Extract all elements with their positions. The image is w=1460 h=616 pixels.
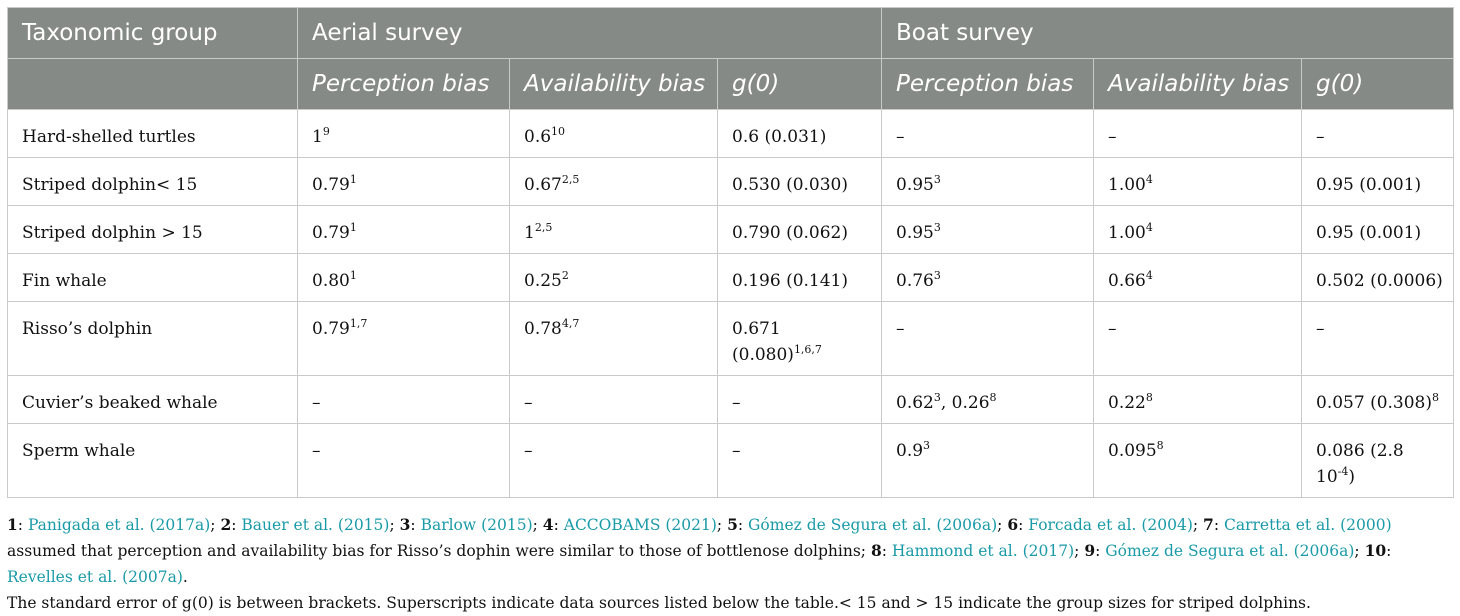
cell-boat-perception <box>882 424 1094 498</box>
cell-value: – <box>732 393 741 413</box>
cell-value: – <box>524 393 533 413</box>
cell-value: 0.66 <box>1108 271 1146 291</box>
text: ; <box>997 516 1008 534</box>
cell-value: 0.62 <box>896 393 934 413</box>
cell-value: – <box>1108 319 1117 339</box>
ref-link[interactable]: Gómez de Segura et al. (2006a) <box>748 516 998 534</box>
header-row-groups <box>8 8 1454 59</box>
cell-value: , 0.26 <box>940 393 990 413</box>
cell-group: Striped dolphin< 15 <box>8 158 298 206</box>
cell-value: 1 <box>312 127 323 147</box>
ref-colon: : <box>553 516 564 534</box>
superscript: 3 <box>933 221 941 234</box>
cell-aerial-perception <box>298 424 510 498</box>
superscript: 8 <box>989 391 997 404</box>
superscript: 10 <box>551 125 566 138</box>
text: ; <box>1354 542 1365 560</box>
header-boat-perception: Perception bias <box>882 59 1094 110</box>
ref-link[interactable]: Hammond et al. (2017) <box>891 542 1075 560</box>
header-boat-g0: g(0) <box>1302 59 1454 110</box>
cell-aerial-availability <box>510 110 718 158</box>
cell-value: 0.086 (2.8 <box>1316 441 1404 461</box>
ref-number: 4 <box>542 515 554 534</box>
cell-aerial-perception <box>298 110 510 158</box>
cell-aerial-availability <box>510 424 718 498</box>
superscript: 2,5 <box>534 221 553 234</box>
cell-boat-g0 <box>1302 158 1454 206</box>
cell-value: 0.671 <box>732 319 781 339</box>
superscript: 3 <box>923 439 931 452</box>
reference-list <box>7 512 1457 590</box>
cell-boat-g0 <box>1302 376 1454 424</box>
cell-value: 0.95 (0.001) <box>1316 223 1422 243</box>
ref-link[interactable]: Panigada et al. (2017a) <box>27 516 211 534</box>
cell-boat-availability <box>1094 110 1302 158</box>
ref-colon: : <box>231 516 242 534</box>
header-aerial-g0: g(0) <box>718 59 882 110</box>
superscript: 1,6,7 <box>793 343 822 356</box>
cell-aerial-perception <box>298 376 510 424</box>
superscript: 3 <box>933 391 941 404</box>
cell-aerial-g0 <box>718 110 882 158</box>
cell-aerial-perception <box>298 302 510 376</box>
cell-value: 0.76 <box>896 271 934 291</box>
ref-colon: : <box>1386 542 1392 560</box>
superscript: 4 <box>1145 221 1153 234</box>
cell-value: 0.80 <box>312 271 350 291</box>
header-aerial-perception: Perception bias <box>298 59 510 110</box>
text: ; <box>389 516 400 534</box>
ref-colon: : <box>1213 516 1224 534</box>
cell-boat-perception <box>882 206 1094 254</box>
cell-aerial-perception <box>298 206 510 254</box>
cell-boat-availability <box>1094 206 1302 254</box>
ref-link[interactable]: Forcada et al. (2004) <box>1028 516 1193 534</box>
text: ; <box>1192 516 1204 534</box>
header-aerial-availability: Availability bias <box>510 59 718 110</box>
ref-colon: : <box>881 542 892 560</box>
ref-link[interactable]: Gómez de Segura et al. (2006a) <box>1105 542 1355 560</box>
cell-aerial-availability <box>510 376 718 424</box>
cell-group: Hard-shelled turtles <box>8 110 298 158</box>
cell-value: 0.790 (0.062) <box>732 223 849 243</box>
table-row <box>8 424 1454 498</box>
cell-value: 10 <box>1316 467 1338 487</box>
cell-group: Risso’s dolphin <box>8 302 298 376</box>
cell-value: – <box>896 127 905 147</box>
cell-value: – <box>312 393 321 413</box>
ref-number: 7 <box>1203 515 1214 534</box>
cell-value: 0.502 (0.0006) <box>1316 271 1443 291</box>
cell-group: Fin whale <box>8 254 298 302</box>
table-container <box>7 7 1453 498</box>
cell-aerial-availability <box>510 206 718 254</box>
table-row <box>8 302 1454 376</box>
superscript: 1,7 <box>349 317 368 330</box>
cell-value: – <box>1108 127 1117 147</box>
ref-colon: : <box>410 516 421 534</box>
ref-number: 2 <box>220 515 232 534</box>
text: ; <box>1074 542 1085 560</box>
cell-value: 0.196 (0.141) <box>732 271 849 291</box>
cell-aerial-g0 <box>718 376 882 424</box>
ref-number: 5 <box>727 515 738 534</box>
cell-aerial-availability <box>510 158 718 206</box>
superscript: 8 <box>1432 391 1440 404</box>
cell-aerial-g0 <box>718 206 882 254</box>
superscript: 2 <box>561 269 569 282</box>
ref-colon: : <box>737 516 749 534</box>
cell-aerial-availability <box>510 302 718 376</box>
ref-link[interactable]: Revelles et al. (2007a) <box>7 568 183 586</box>
g0-table <box>7 7 1454 498</box>
ref-colon: : <box>1018 516 1029 534</box>
ref-link[interactable]: ACCOBAMS (2021) <box>563 516 717 534</box>
superscript: 9 <box>322 125 330 138</box>
table-row <box>8 254 1454 302</box>
cell-value: 0.95 <box>896 175 934 195</box>
ref-link[interactable]: Carretta et al. (2000) <box>1223 516 1392 534</box>
cell-boat-g0 <box>1302 302 1454 376</box>
cell-boat-perception <box>882 158 1094 206</box>
cell-boat-availability <box>1094 158 1302 206</box>
table-row <box>8 376 1454 424</box>
ref-number: 1 <box>7 515 18 534</box>
cell-aerial-g0 <box>718 302 882 376</box>
cell-value: 0.095 <box>1108 441 1157 461</box>
cell-value: 0.530 (0.030) <box>732 175 849 195</box>
cell-boat-availability <box>1094 254 1302 302</box>
cell-group: Cuvier’s beaked whale <box>8 376 298 424</box>
text: . <box>182 568 188 586</box>
cell-group: Striped dolphin > 15 <box>8 206 298 254</box>
cell-boat-perception <box>882 110 1094 158</box>
superscript: 1 <box>349 269 357 282</box>
superscript: 1 <box>349 173 357 186</box>
table-note: The standard error of g(0) is between brackets. Superscripts indicate data sources listed below the table.< 15 and > 15 indicate the group sizes for striped dolphins. <box>7 594 1311 612</box>
cell-value: 0.95 (0.001) <box>1316 175 1422 195</box>
cell-value: 1.00 <box>1108 175 1146 195</box>
ref-number: 10 <box>1364 541 1387 560</box>
cell-value: 0.95 <box>896 223 934 243</box>
cell-boat-availability <box>1094 424 1302 498</box>
cell-aerial-perception <box>298 158 510 206</box>
ref-number: 8 <box>870 541 882 560</box>
cell-aerial-perception <box>298 254 510 302</box>
cell-value: 0.6 <box>524 127 552 147</box>
header-empty <box>8 59 298 110</box>
text: ; <box>210 516 221 534</box>
ref-link[interactable]: Barlow (2015) <box>420 516 533 534</box>
cell-value: 0.78 <box>524 319 562 339</box>
cell-aerial-g0 <box>718 254 882 302</box>
cell-boat-availability <box>1094 376 1302 424</box>
cell-aerial-g0 <box>718 424 882 498</box>
cell-value: 0.22 <box>1108 393 1146 413</box>
ref-number: 9 <box>1084 541 1096 560</box>
cell-value: (0.080) <box>732 345 794 365</box>
cell-value: – <box>1316 319 1325 339</box>
superscript: 8 <box>1156 439 1164 452</box>
cell-group: Sperm whale <box>8 424 298 498</box>
header-taxonomic-group: Taxonomic group <box>8 8 298 59</box>
cell-value: 0.9 <box>896 441 924 461</box>
cell-boat-g0 <box>1302 206 1454 254</box>
cell-value: – <box>524 441 533 461</box>
superscript: 4 <box>1145 173 1153 186</box>
header-row-columns <box>8 59 1454 110</box>
header-aerial-survey: Aerial survey <box>298 8 882 59</box>
table-row <box>8 206 1454 254</box>
superscript: 4 <box>1145 269 1153 282</box>
table-row <box>8 158 1454 206</box>
ref-link[interactable]: Bauer et al. (2015) <box>241 516 390 534</box>
cell-value: 1.00 <box>1108 223 1146 243</box>
cell-aerial-availability <box>510 254 718 302</box>
cell-boat-availability <box>1094 302 1302 376</box>
cell-value: 0.67 <box>524 175 562 195</box>
superscript: 8 <box>1145 391 1153 404</box>
cell-value: – <box>896 319 905 339</box>
superscript: -4 <box>1337 465 1349 478</box>
text: ; <box>532 516 543 534</box>
cell-value: 0.25 <box>524 271 562 291</box>
header-boat-availability: Availability bias <box>1094 59 1302 110</box>
cell-value: 0.057 (0.308) <box>1316 393 1433 413</box>
text: ; <box>716 516 728 534</box>
header-boat-survey: Boat survey <box>882 8 1454 59</box>
superscript: 3 <box>933 173 941 186</box>
table-row <box>8 110 1454 158</box>
cell-aerial-g0 <box>718 158 882 206</box>
superscript: 1 <box>349 221 357 234</box>
text: assumed that perception and availability bias for Risso’s dophin were similar to those of bottlenose dolphins; <box>7 542 871 560</box>
superscript: 3 <box>933 269 941 282</box>
cell-value: – <box>732 441 741 461</box>
cell-boat-g0 <box>1302 424 1454 498</box>
ref-number: 3 <box>399 515 411 534</box>
cell-boat-g0 <box>1302 254 1454 302</box>
cell-value: – <box>1316 127 1325 147</box>
superscript: 4,7 <box>561 317 580 330</box>
ref-number: 6 <box>1007 515 1019 534</box>
cell-value: 0.79 <box>312 223 350 243</box>
table-footnotes <box>7 512 1457 616</box>
cell-value: 0.6 (0.031) <box>732 127 827 147</box>
cell-boat-g0 <box>1302 110 1454 158</box>
cell-boat-perception <box>882 302 1094 376</box>
cell-value: 0.79 <box>312 319 350 339</box>
ref-colon: : <box>1095 542 1106 560</box>
cell-value: – <box>312 441 321 461</box>
cell-value: 1 <box>524 223 535 243</box>
superscript: 2,5 <box>561 173 580 186</box>
cell-boat-perception <box>882 376 1094 424</box>
ref-colon: : <box>17 516 28 534</box>
cell-value: 0.79 <box>312 175 350 195</box>
cell-boat-perception <box>882 254 1094 302</box>
cell-value: ) <box>1348 467 1355 487</box>
